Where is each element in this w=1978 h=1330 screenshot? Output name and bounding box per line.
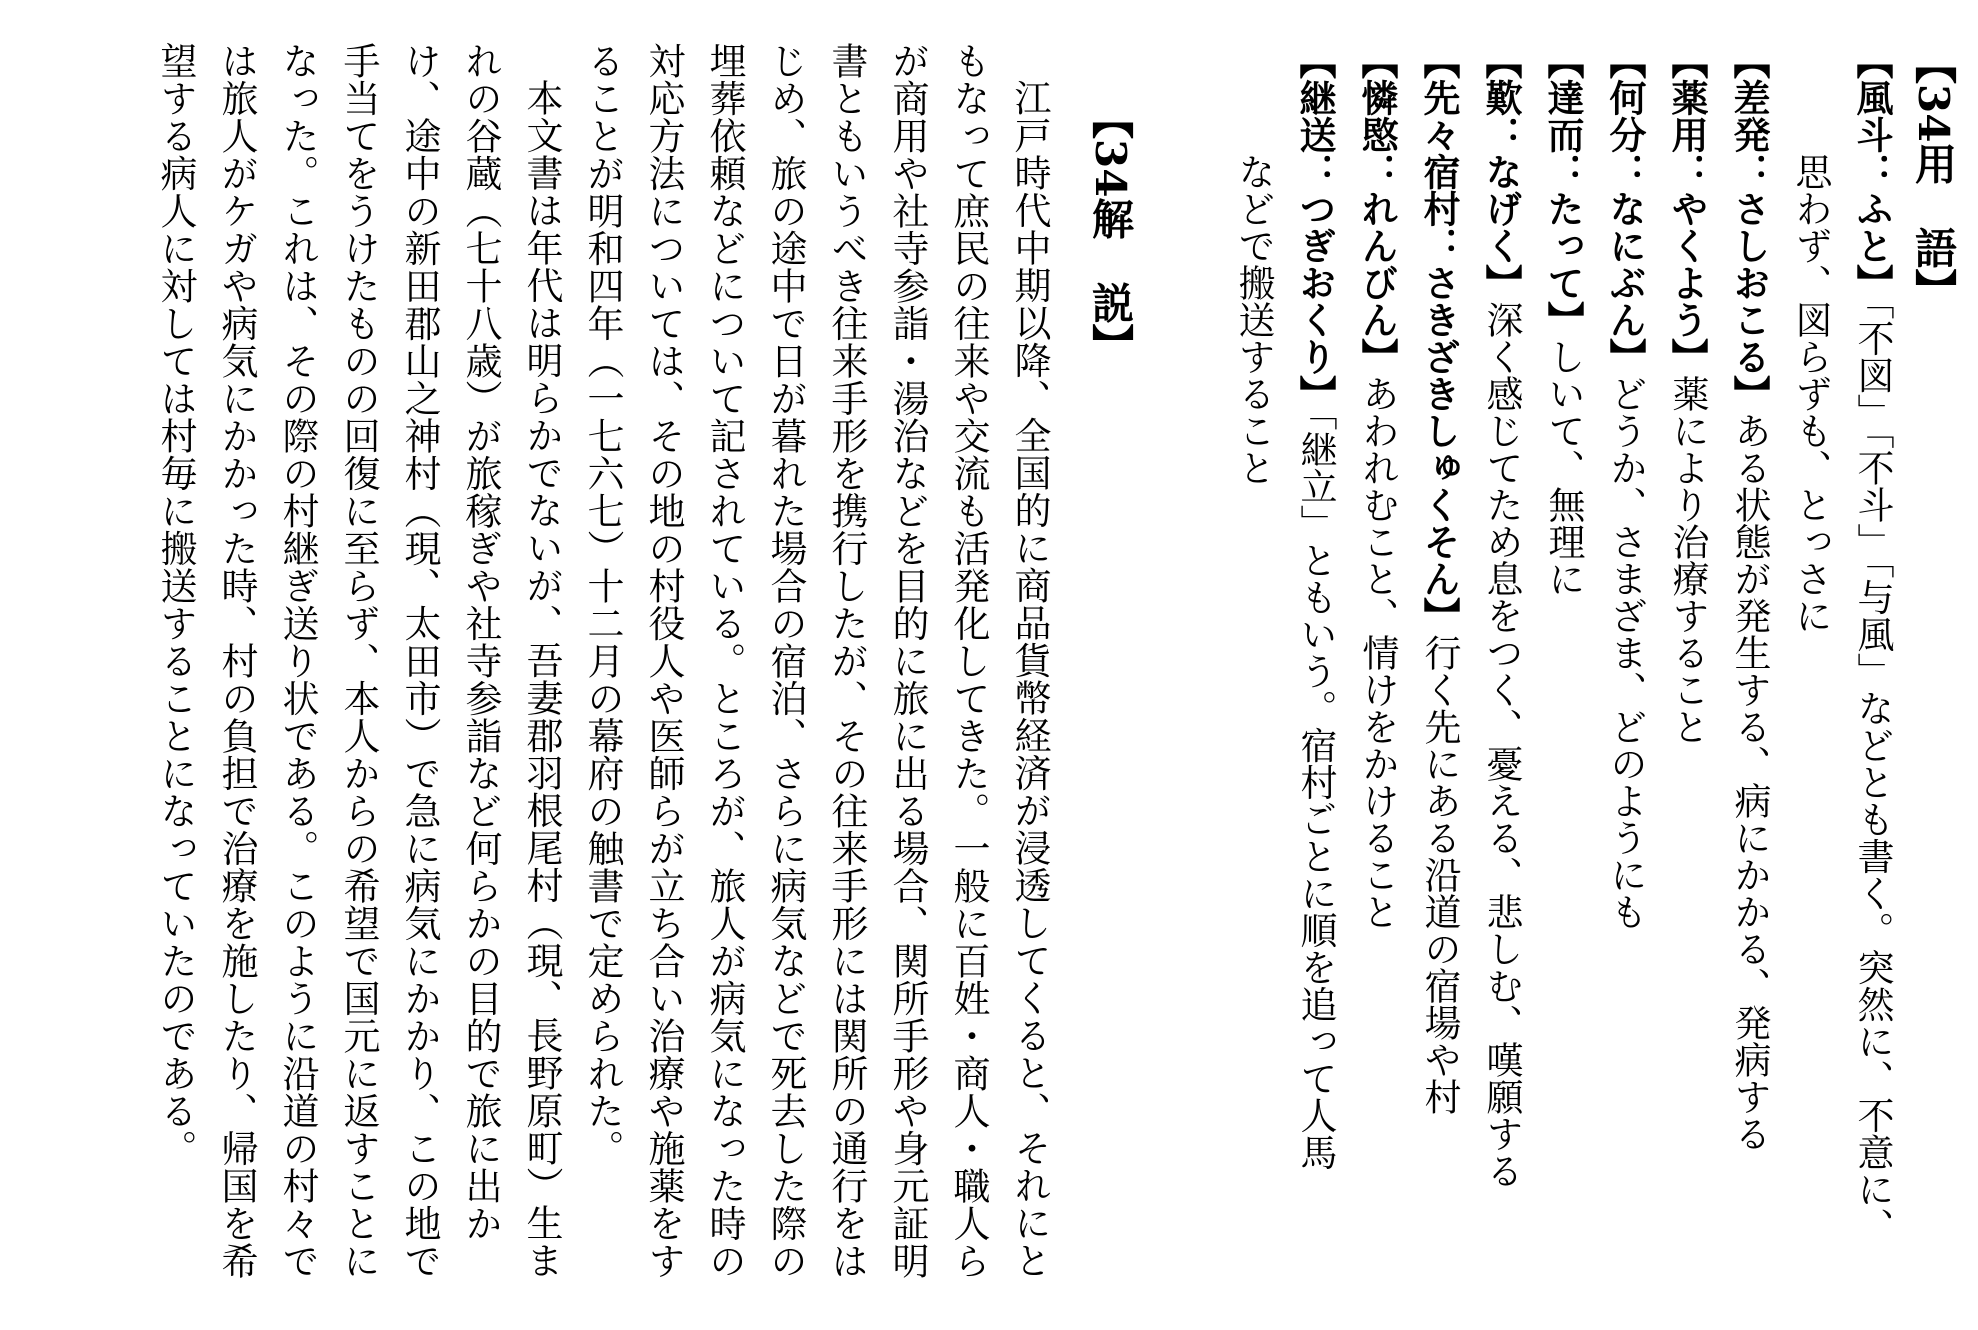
glossary-term: 【薬用：やくよう】: [1665, 42, 1709, 375]
glossary-heading: 【34用 語】: [1909, 42, 1958, 311]
glossary-term: 【継送：つぎおくり】: [1293, 42, 1337, 412]
glossary-definition: 「不図」「不斗」「与風」などとも書く。突然に、不意に、: [1851, 301, 1894, 1245]
glossary-entry: [1346, 42, 1408, 1302]
commentary-heading: 【34解 説】: [1086, 97, 1135, 366]
glossary-term: 【達而：たって】: [1541, 42, 1585, 338]
glossary-term: 【何分：なにぶん】: [1603, 42, 1647, 375]
glossary-term: 【先々宿村：さきざきしゅくそん】: [1417, 42, 1461, 634]
glossary-entry: [1408, 42, 1470, 1302]
glossary-term: 【風斗：ふと】: [1850, 42, 1894, 301]
commentary-paragraph: 本文書は年代は明らかでないが、吾妻郡羽根尾村（現、長野原町）生まれの谷蔵（七十八歳）が旅稼ぎや社寺参詣など何らかの目的で旅に出かけ、途中の新田郡山之神村（現、太田市）で急に病気にかかり、この地で手当てをうけたものの回復に至らず、本人からの希望で国元に返すことになった。これは、その際の村継ぎ送り状である。このように沿道の村々では旅人がケガや病気にかかった時、村の負担で治療を施したり、帰国を希望する病人に対しては村毎に搬送することになっていたのである。: [154, 42, 563, 1280]
glossary-entry: [1841, 42, 1903, 1302]
glossary-definition-continued: などで搬送すること: [1232, 153, 1275, 486]
glossary-entry: [1656, 42, 1718, 1302]
glossary-entry: [1470, 42, 1532, 1302]
glossary-term: 【差発：さしおこる】: [1727, 42, 1771, 412]
glossary-entry: [1718, 42, 1780, 1302]
section-gap: [1141, 42, 1223, 1302]
document-page: [145, 42, 1964, 1302]
glossary-definition: ある状態が発生する、病にかかる、発病する: [1728, 412, 1771, 1152]
glossary-definition-continued: 思わず、図らずも、とっさに: [1789, 153, 1832, 634]
glossary-term: 【歎：なげく】: [1479, 42, 1523, 301]
glossary-definition: どうか、さまざま、どのようにも: [1604, 375, 1647, 930]
glossary-definition: 「継立」ともいう。宿村ごとに順を追って人馬: [1294, 412, 1337, 1171]
glossary-definition: 深く感じてため息をつく、憂える、悲しむ、嘆願する: [1480, 301, 1523, 1189]
glossary-definition: 薬により治療すること: [1666, 375, 1709, 745]
commentary-paragraph: 江戸時代中期以降、全国的に商品貨幣経済が浸透してくると、それにともなって庶民の往来や交流も活発化してきた。一般に百姓・商人・職人らが商用や社寺参詣・湯治などを目的に旅に出る場合、関所手形や身元証明書ともいうべき往来手形を携行したが、その往来手形には関所の通行をはじめ、旅の途中で日が暮れた場合の宿泊、さらに病気などで死去した際の埋葬依頼などについて記されている。ところが、旅人が病気になった時の対応方法については、その地の村役人や医師らが立ち合い治療や施薬をすることが明和四年（一七六七）十二月の幕府の触書で定められた。: [581, 42, 1051, 1280]
glossary-definition: 行く先にある沿道の宿場や村: [1418, 634, 1461, 1115]
glossary-term: 【憐愍：れんびん】: [1355, 42, 1399, 375]
glossary-entry: [1532, 42, 1594, 1302]
glossary-definition: あわれむこと、情けをかけること: [1356, 375, 1399, 930]
glossary-definition: しいて、無理に: [1542, 338, 1585, 597]
glossary-entry: [1594, 42, 1656, 1302]
glossary-entry: [1284, 42, 1346, 1302]
